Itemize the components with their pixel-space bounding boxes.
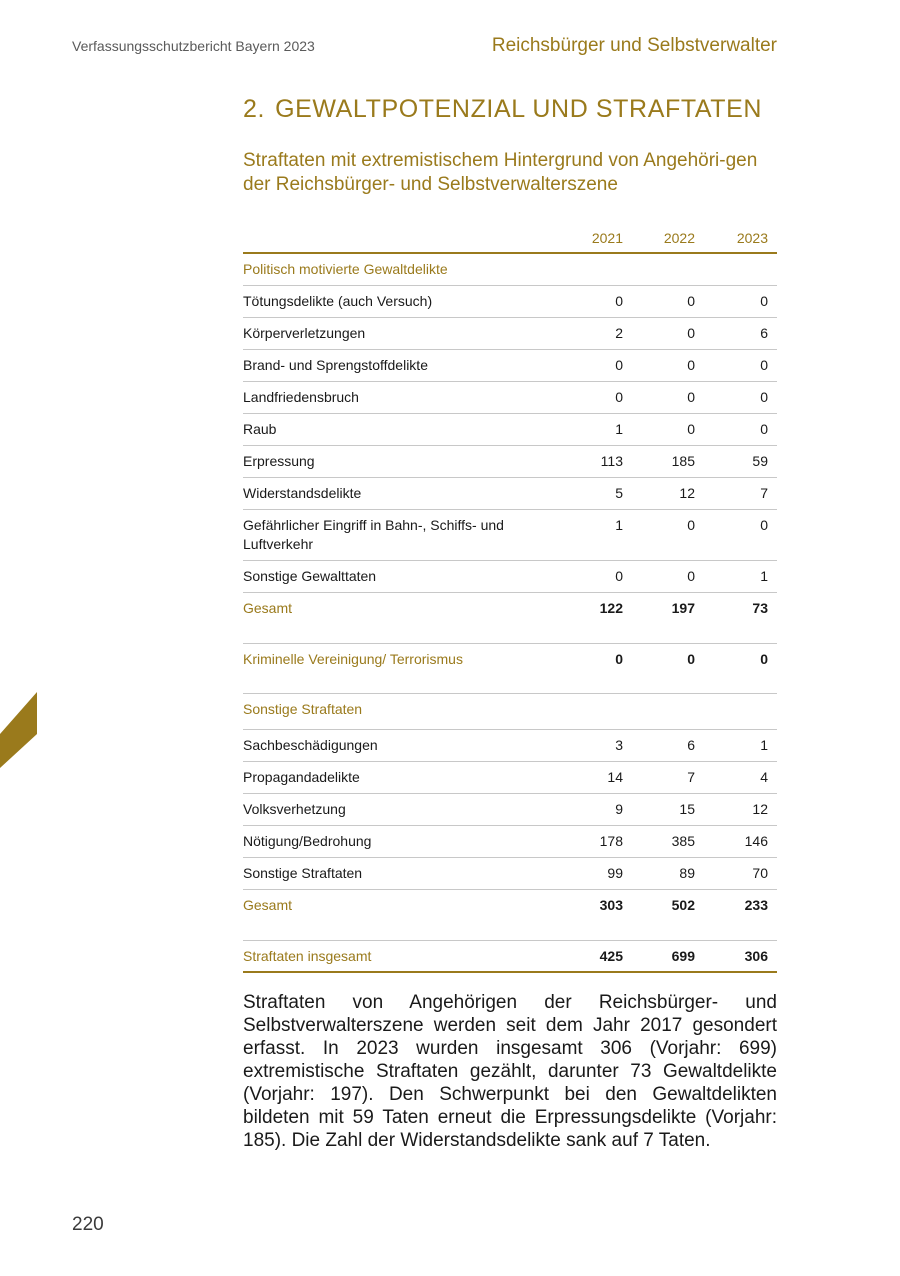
cell-value: 7 [760,485,768,501]
cell-value: 0 [615,357,623,373]
cell-value: 3 [615,737,623,753]
category-label: Politisch motivierte Gewaltdelikte [243,261,448,277]
cell-value: 0 [687,651,695,667]
cell-value: 7 [687,769,695,785]
cell-value: 99 [607,865,623,881]
cell-value: 122 [599,600,623,616]
cell-value: 0 [760,357,768,373]
table-row [243,762,777,794]
section-number: 2. [243,95,266,123]
cell-value: 146 [744,833,768,849]
cell-value: 15 [679,801,695,817]
cell-value: 70 [752,865,768,881]
cell-value: 73 [752,600,768,616]
category-row [243,694,777,730]
row-label: Widerstandsdelikte [243,485,362,501]
cell-value: 0 [687,421,695,437]
cell-value: 4 [760,769,768,785]
cell-value: 6 [687,737,695,753]
section-title [243,95,777,124]
cell-value: 12 [679,485,695,501]
chapter-tab-marker [0,692,37,768]
cell-value: 0 [615,651,623,667]
cell-value: 6 [760,325,768,341]
table-row [243,446,777,478]
running-header-right: Reichsbürger und Selbstverwalter [491,35,777,56]
cell-value: 185 [671,453,695,469]
cell-value: 0 [760,293,768,309]
terror-row [243,644,777,694]
cell-value: 0 [687,325,695,341]
cell-value: 0 [687,293,695,309]
running-header-left: Verfassungsschutzbericht Bayern 2023 [72,38,315,54]
table-row [243,730,777,762]
subtotal-row [243,593,777,626]
table-row [243,858,777,890]
category-label: Sonstige Straftaten [243,701,363,717]
cell-value: 113 [600,453,623,469]
row-label: Erpressung [243,453,315,469]
table-row [243,478,777,510]
cell-value: 0 [615,568,623,584]
cell-value: 0 [615,293,623,309]
cell-value: 2 [615,325,623,341]
cell-value: 0 [760,517,768,533]
cell-value: 233 [744,897,768,913]
cell-value: 1 [615,517,623,533]
row-label: Landfriedensbruch [243,389,359,405]
table-row [243,794,777,826]
cell-value: 1 [760,568,768,584]
cell-value: 59 [752,453,768,469]
cell-value: 9 [615,801,623,817]
cell-value: 0 [760,389,768,405]
cell-value: 89 [679,865,695,881]
cell-value: 0 [687,517,695,533]
row-label: Gefährlicher Eingriff in Bahn-, Schiffs- und Luftverkehr [243,517,504,552]
year-header: 2023 [736,230,768,246]
cell-value: 0 [687,568,695,584]
row-label: Propagandadelikte [243,769,360,785]
row-label: Tötungsdelikte (auch Versuch) [243,293,433,309]
row-label: Kriminelle Vereinigung/ Terrorismus [243,651,463,667]
cell-value: 699 [671,948,695,964]
row-label: Nötigung/Bedrohung [243,833,372,849]
year-header: 2022 [663,230,695,246]
body-paragraph: Straftaten von Angehörigen der Reichsbürger- und Selbstverwalterszene werden seit dem Jahr 2017 gesondert erfasst. In 2023 wurden insgesamt 306 (Vorjahr: 699) extremistische Straftaten gezählt, darunter 73 Gewaltdelikte (Vorjahr: 197). Den Schwerpunkt bei den Gewaltdelikten bildeten mit 59 Taten erneut die Erpressungsdelikte (Vorjahr: 185). Die Zahl der Widerstandsdelikte sank auf 7 Taten. [243,992,777,1151]
row-label: Brand- und Sprengstoffdelikte [243,357,428,373]
table-row [243,826,777,858]
table-row [243,382,777,414]
grand-total-row [243,941,777,973]
row-label: Sonstige Straftaten [243,865,363,881]
cell-value: 14 [607,769,623,785]
cell-value: 303 [599,897,623,913]
row-label: Raub [243,421,277,437]
cell-value: 0 [760,651,768,667]
row-label: Sonstige Gewalttaten [243,568,377,584]
table-row [243,510,777,561]
row-label: Gesamt [243,600,293,616]
statistics-table [243,224,777,973]
row-label: Gesamt [243,897,293,913]
cell-value: 5 [615,485,623,501]
cell-value: 425 [599,948,623,964]
cell-value: 12 [752,801,768,817]
cell-value: 1 [760,737,768,753]
page-number: 220 [72,1214,104,1235]
row-label: Straftaten insgesamt [243,948,372,964]
row-label: Sachbeschädigungen [243,737,378,753]
cell-value: 0 [760,421,768,437]
table-header [243,224,777,254]
subtotal-row [243,890,777,923]
table-row [243,350,777,382]
table-caption: Straftaten mit extremistischem Hintergrund von Angehöri-gen der Reichsbürger- und Selbstverwalterszene [243,150,758,195]
category-row [243,254,777,286]
cell-value: 502 [671,897,695,913]
table-row [243,286,777,318]
cell-value: 197 [671,600,695,616]
cell-value: 306 [744,948,768,964]
table-row [243,561,777,593]
cell-value: 0 [615,389,623,405]
table-row [243,414,777,446]
table-gap [243,923,777,941]
section-title-text: GEWALTPOTENZIAL UND STRAFTATEN [275,95,763,123]
cell-value: 0 [687,357,695,373]
row-label: Volksverhetzung [243,801,346,817]
table-gap [243,626,777,644]
cell-value: 178 [599,833,623,849]
year-header: 2021 [591,230,623,246]
cell-value: 385 [671,833,695,849]
row-label: Körperverletzungen [243,325,366,341]
cell-value: 1 [615,421,623,437]
table-row [243,318,777,350]
cell-value: 0 [687,389,695,405]
